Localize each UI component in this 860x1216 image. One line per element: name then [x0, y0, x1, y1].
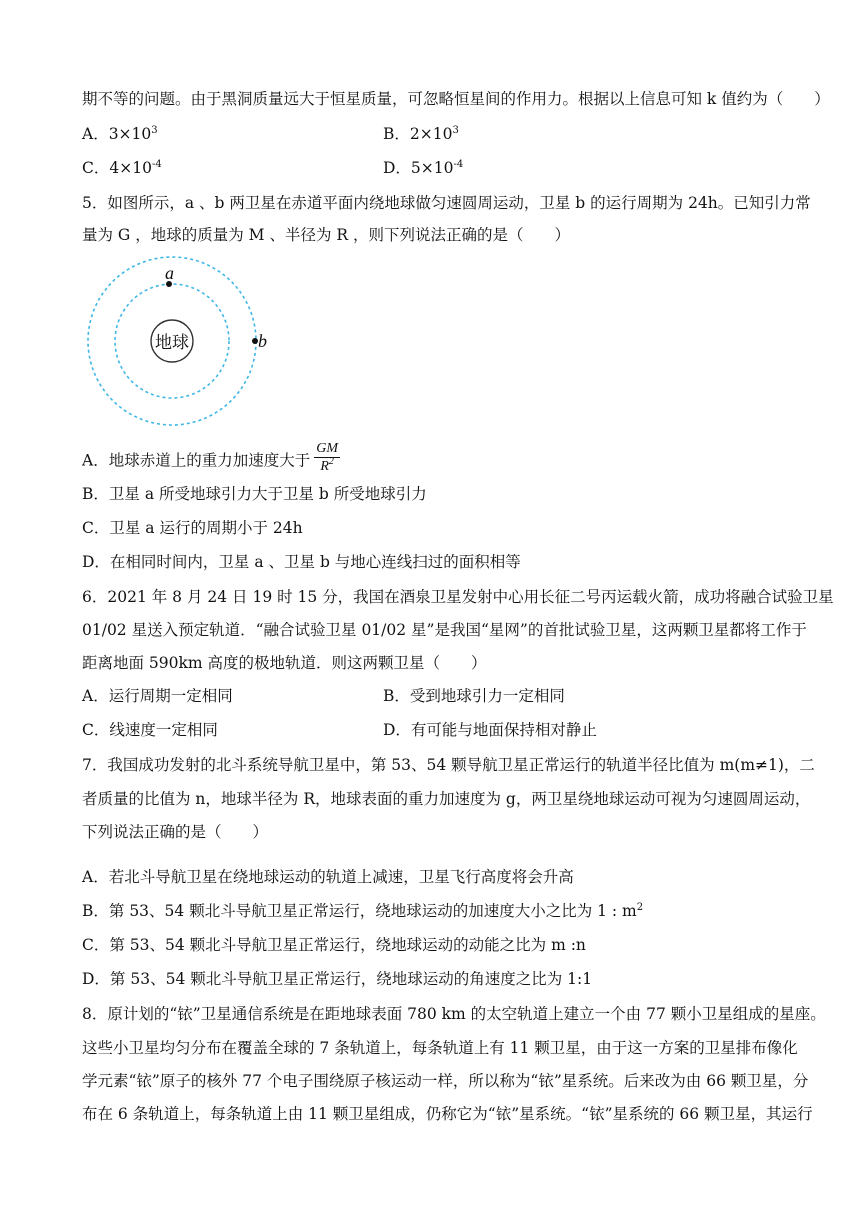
q4-option-b-exp: 3	[452, 125, 459, 136]
q5-option-d[interactable]: D．在相同时间内，卫星 a 、卫星 b 与地心连线扫过的面积相等	[82, 553, 521, 571]
orbit-diagram	[82, 256, 282, 426]
q8-stem-line3: 学元素“铱”原子的核外 77 个电子围绕原子核运动一样，所以称为“铱”星系统。后来改为由 66 颗卫星，分	[82, 1072, 809, 1090]
q5-option-c[interactable]: C．卫星 a 运行的周期小于 24h	[82, 519, 303, 537]
fraction-numerator: GM	[316, 441, 338, 456]
q5-option-b[interactable]: B．卫星 a 所受地球引力大于卫星 b 所受地球引力	[82, 485, 427, 503]
q6-option-b[interactable]: B．受到地球引力一定相同	[383, 687, 565, 705]
q4-option-c-exp: -4	[151, 159, 162, 170]
q8-stem-line1: 8．原计划的“铱”卫星通信系统是在距地球表面 780 km 的太空轨道上建立一个由 77 颗小卫星组成的星座。	[82, 1005, 826, 1023]
q5-option-a-text: A．地球赤道上的重力加速度大于	[82, 451, 311, 470]
q6-option-d[interactable]: D．有可能与地面保持相对静止	[383, 721, 597, 739]
q4-option-c-text: C．4×10	[82, 159, 152, 177]
q4-option-d[interactable]	[383, 158, 463, 178]
q4-option-b[interactable]	[383, 124, 459, 144]
q4-option-d-exp: -4	[453, 159, 464, 170]
satellite-b-label: b	[258, 331, 267, 351]
q6-stem-line1: 6．2021 年 8 月 24 日 19 时 15 分，我国在酒泉卫星发射中心用长征二号丙运载火箭，成功将融合试验卫星	[82, 588, 834, 606]
q7-stem-line1: 7．我国成功发射的北斗系统导航卫星中，第 53、54 颗导航卫星正常运行的轨道半径比值为 m(m≠1)，二	[82, 756, 815, 774]
q6-stem-line2: 01/02 星送入预定轨道．“融合试验卫星 01/02 星”是我国“星网”的首批试验卫星，这两颗卫星都将工作于	[82, 621, 807, 639]
q7-option-b[interactable]	[82, 901, 643, 921]
q7-option-d[interactable]: D．第 53、54 颗北斗导航卫星正常运行，绕地球运动的角速度之比为 1:1	[82, 970, 593, 988]
q8-stem-line2: 这些小卫星均匀分布在覆盖全球的 7 条轨道上，每条轨道上有 11 颗卫星，由于这一方案的卫星排布像化	[82, 1039, 798, 1057]
q7-stem-line3: 下列说法正确的是（ ）	[82, 823, 269, 841]
q7-option-b-text: B．第 53、54 颗北斗导航卫星正常运行，绕地球运动的加速度大小之比为 1 : m	[82, 902, 637, 920]
q8-stem-line4: 布在 6 条轨道上，每条轨道上由 11 颗卫星组成，仍称它为“铱”星系统。“铱”星系统的 66 颗卫星，其运行	[82, 1105, 813, 1123]
satellite-a-label: a	[165, 263, 174, 283]
q4-option-a-exp: 3	[151, 125, 158, 136]
q4-option-a-text: A．3×10	[82, 125, 152, 143]
q4-option-a[interactable]	[82, 124, 158, 144]
q7-option-b-exp: 2	[636, 902, 644, 913]
q4-option-d-text: D．5×10	[383, 159, 454, 177]
earth-label: 地球	[155, 333, 189, 353]
q7-option-c[interactable]: C．第 53、54 颗北斗导航卫星正常运行，绕地球运动的动能之比为 m :n	[82, 936, 586, 954]
q7-stem-line2: 者质量的比值为 n，地球半径为 R，地球表面的重力加速度为 g，两卫星绕地球运动可视为匀速圆周运动，	[82, 790, 811, 808]
q4-option-b-text: B．2×10	[383, 125, 453, 143]
q4-stem-tail: 期不等的问题。由于黑洞质量远大于恒星质量，可忽略恒星间的作用力。根据以上信息可知 k 值约为（ ）	[82, 90, 830, 108]
q4-option-c[interactable]	[82, 158, 162, 178]
q5-stem-line2: 量为 G ，地球的质量为 M 、半径为 R ，则下列说法正确的是（ ）	[82, 226, 570, 244]
q6-stem-line3: 距离地面 590km 高度的极地轨道．则这两颗卫星（ ）	[82, 654, 487, 672]
q5-stem-line1: 5．如图所示，a 、b 两卫星在赤道平面内绕地球做匀速圆周运动，卫星 b 的运行周期为 24h。已知引力常	[82, 194, 811, 212]
fraction-denominator: $R^2$	[320, 456, 334, 474]
gm-over-r2-fraction	[314, 440, 340, 475]
q6-option-c[interactable]: C．线速度一定相同	[82, 721, 218, 739]
q6-option-a[interactable]: A．运行周期一定相同	[82, 687, 233, 705]
q7-option-a[interactable]: A．若北斗导航卫星在绕地球运动的轨道上减速，卫星飞行高度将会升高	[82, 868, 574, 886]
q5-option-a[interactable]	[82, 441, 340, 479]
